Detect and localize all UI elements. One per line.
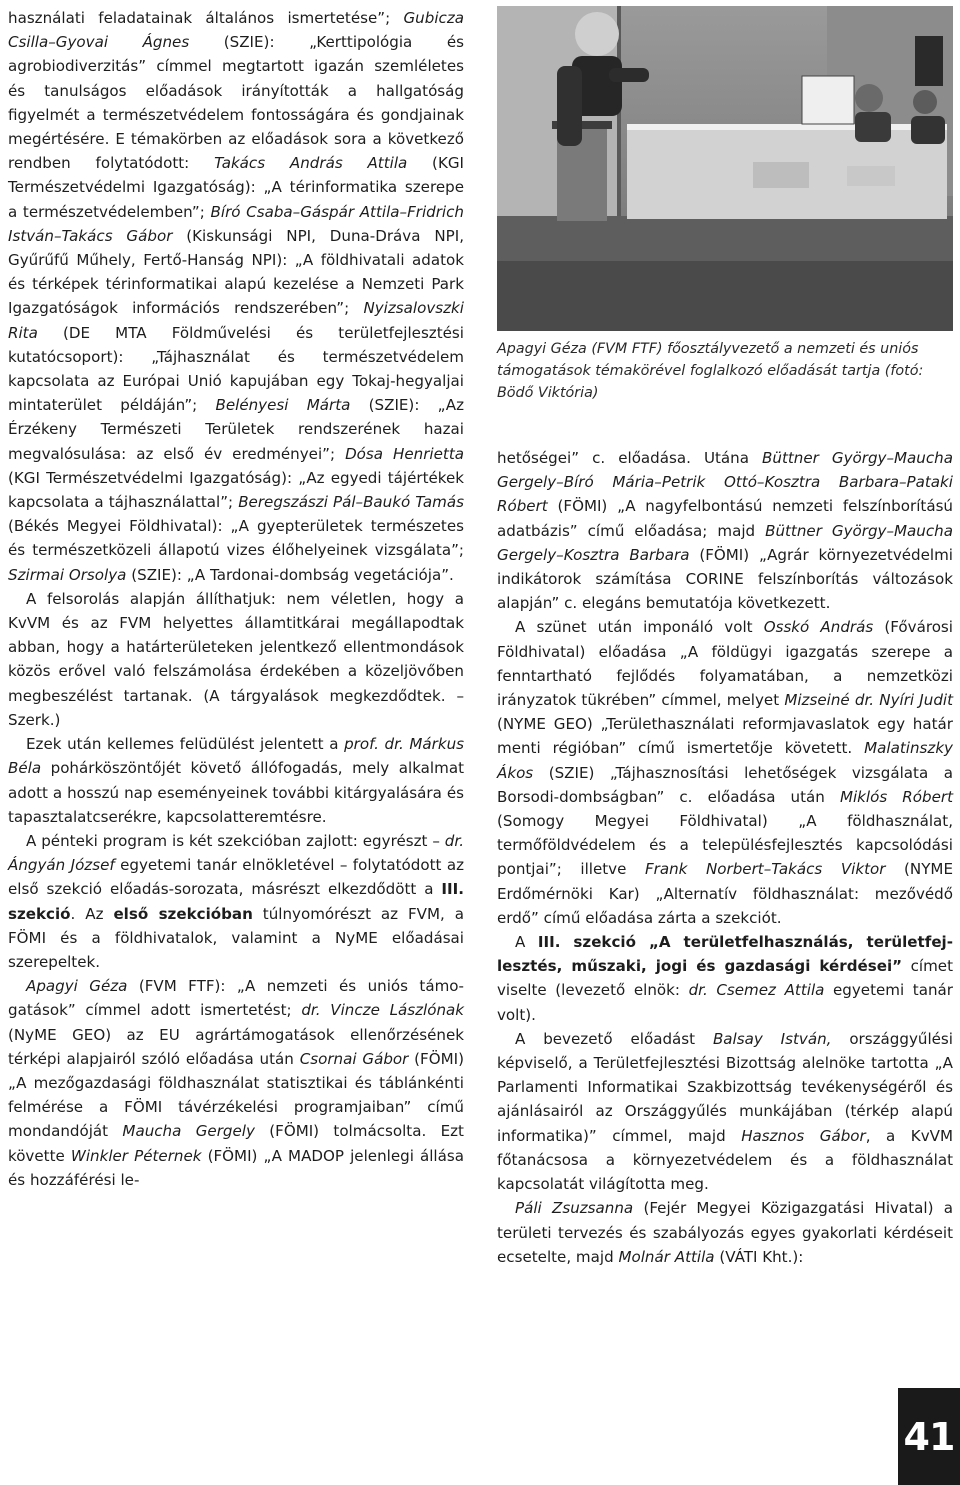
italic-run: Winkler Péternek	[70, 1146, 202, 1165]
italic-run: Páli Zsuzsanna	[515, 1199, 634, 1218]
text-run: A	[515, 933, 538, 952]
italic-run: Molnár Attila	[618, 1247, 715, 1266]
text-run: hetőségei” c. előadása. Utána	[497, 449, 763, 467]
paragraph	[8, 6, 464, 587]
text-run: (SZIE): „Kerttipológia és agrobiodiverzitás” címmel megtartott igazán szemléletes és tanulságos előadások irányították a hallgatóság figyelmét a természetvédelem fontosságára és gondjainak megértésére. E témakörben az előadások sora a következő rendben folytatódott:	[8, 33, 464, 173]
text-run: (FÖMI) „A MADOP jelenlegi állása és hozzáférési le-	[8, 1146, 464, 1189]
text-run: (Kiskunsági NPI, Duna-Dráva NPI, Gyűrűfű Műhely, Fertő-Hanság NPI): „A földhivatali adatok és térképek térinformatikai alapú kezelése a Nemzeti Park Igazgatóságok információs rendszerében”;	[8, 226, 464, 318]
text-run: (KGI Természetvédelmi Igazgatóság): „Az egyedi tájértékek kapcsolata a tájhasználattal”;	[8, 468, 464, 512]
italic-run: Malatinszky Ákos	[497, 739, 953, 782]
text-run: (FÖMI) „A nagyfelbontású nemzeti felszínborítású adatbázis” című előadása; majd	[497, 497, 953, 540]
paragraph	[497, 1196, 953, 1269]
text-run: A bevezető előadást	[515, 1029, 713, 1048]
text-run: (FVM FTF): „A nemzeti és uniós támogatások” címmel adott ismertetést;	[8, 977, 464, 1020]
text-run: országgyűlési képviselő, a Területfejlesztési Bizottság alelnöke tartotta „A Parlamenti Informatikai Szakbizottság tevékenységéről és ajánlásairól az Országgyűlés munkájában (térkép alapú informatika)” címmel, majd	[497, 1029, 953, 1145]
text-run: (DE MTA Földművelési és területfejlesztési kutatócsoport): „Tájhasználat és természetvédelem kapcsolata az Európai Unió kapujában egy Tokaj-hegyaljai mintaterület példáján”;	[8, 323, 464, 415]
text-run: (SZIE): „Az Érzékeny Természeti Területek rendszerének hazai megvalósulása: az első év eredményei”;	[8, 396, 465, 463]
text-run: (FÖMI) „A mezőgazdasági földhasználat statisztikai és táblánkénti felmérése a FÖMI távérzékelési programjaiban” című mondandóját	[8, 1049, 464, 1141]
text-run: A felsorolás alapján állíthatjuk: nem véletlen, hogy a KvVM és az FVM helyettes államtitkárai megállapodtak abban, hogy a határterületeken jelentkező ellentmondások közös erővel való felszámolása érdekében a közeljövőben megbeszélést tartanak. (A tárgyalások megkezdődtek. – Szerk.)	[8, 589, 464, 729]
text-run: pohárköszöntőjét követő állófogadás, mely alkalmat adott a hosszú nap eseményeinek további kitárgyalására és tapasztalatcserékre, kapcsolatteremtésre.	[8, 759, 464, 826]
text-run: (KGI Természetvédelmi Igazgatóság): „A térinformatika szerepe a természetvédelemben”;	[8, 154, 464, 221]
text-run: egyetemi tanár elnökletével – folytatódott az első szekció előadás-sorozata, másrészt elkezdődött a	[8, 856, 464, 899]
text-run: . Az	[70, 904, 114, 923]
italic-run: Büttner György–Maucha Gergely–Bíró Mária–Petrik Ottó–Kosztra Barbara–Pataki Róbert	[497, 449, 953, 516]
text-run: (Somogy Megyei Földhivatal) „A földhasználat, termőföldvédelem és a településfejlesztés kapcsolódási pontjai”; illetve	[497, 812, 953, 879]
italic-run: Mizseiné dr. Nyíri Judit	[784, 691, 954, 710]
italic-run: Frank Norbert–Takács Viktor	[644, 860, 886, 879]
italic-run: Apagyi Géza	[26, 977, 128, 996]
bold-run: III. szekció	[8, 880, 464, 923]
text-run: (Békés Megyei Földhivatal): „A gyepterületek természetes és természetközeli állapotú vizes élőhelyeinek vizsgálata”;	[8, 517, 464, 560]
italic-run: dr. Vincze Lászlónak	[301, 1001, 464, 1020]
italic-run: Bíró Csaba–Gáspár Attila–Fridrich István–Takács Gábor	[8, 202, 464, 245]
paragraph	[8, 974, 464, 1192]
italic-run: Büttner György–Maucha Gergely–Kosztra Barbara	[497, 521, 953, 564]
italic-run: Csornai Gábor	[299, 1049, 409, 1068]
paragraph	[8, 829, 464, 974]
text-run: (NyME GEO) az EU agrártámogatások ellenőrzésének térképi alapjairól szóló előadása után	[8, 1025, 464, 1068]
italic-run: Nyizsalovszki Rita	[8, 299, 464, 342]
lecture-photo-image	[497, 6, 953, 331]
text-run: (FÖMI) tolmácsolta. Ezt követte	[8, 1122, 464, 1165]
text-run: A szünet után imponáló volt	[515, 618, 764, 637]
paragraph	[8, 587, 464, 732]
italic-run: Beregszászi Pál–Baukó Tamás	[238, 493, 464, 512]
italic-run: Osskó András	[763, 618, 874, 637]
photo-caption: Apagyi Géza (FVM FTF) főosztályvezető a nemzeti és uniós támogatások témakörével foglalkozó előadását tartja (fotó: Bödő Viktória)	[497, 341, 924, 401]
italic-run: Hasznos Gábor	[741, 1126, 866, 1145]
italic-run: Szirmai Orsolya	[8, 565, 127, 584]
text-run: (NYME GEO) „Területhasználati reformjavaslatok egy határ menti régióban” című ismertetője követett.	[497, 715, 953, 758]
paragraph	[497, 930, 953, 1027]
text-run: használati feladatainak általános ismertetése”;	[8, 9, 404, 27]
paragraph	[8, 732, 464, 829]
text-run: (SZIE) „Tájhasznosítási lehetőségek vizsgálata a Borsodi-dombságban” c. előadása után	[497, 763, 953, 806]
left-column	[8, 6, 464, 1192]
italic-run: Maucha Gergely	[122, 1122, 255, 1141]
text-run: Ezek után kellemes felüdülést jelentett a	[26, 735, 345, 754]
italic-run: Dósa Henrietta	[345, 444, 464, 463]
text-run: , a KvVM főtanácsosa a környezetvédelem és a földhasználat kapcsolatát világította meg.	[497, 1126, 953, 1194]
lecture-photo	[497, 6, 953, 331]
text-run: (FÖMI) „Agrár környezetvédelmi indikátorok számítása CORINE felszínborítás változások alapján” c. elegáns bemutatója következett.	[497, 545, 954, 613]
text-run: (Fejér Megyei Közigazgatási Hivatal) a területi tervezés és szabályozás egyes gyakorlati kérdéseit ecsetelte, majd	[497, 1199, 953, 1266]
text-run: (VÁTI Kht.):	[714, 1247, 804, 1266]
text-run: túlnyomórészt az FVM, a FÖMI és a földhivatalok, valamint a NyME előadásai szerepeltek.	[8, 904, 464, 971]
italic-run: prof. dr. Márkus Béla	[8, 735, 464, 778]
paragraph	[497, 615, 953, 930]
italic-run: Belényesi Márta	[215, 396, 351, 415]
italic-run: dr. Csemez Attila	[688, 981, 825, 1000]
text-run: (SZIE): „A Tardonai-dombság vegetációja”.	[126, 565, 454, 584]
bold-run: első szekcióban	[113, 904, 253, 923]
text-run: címet viselte (levezető elnök:	[497, 957, 953, 1000]
italic-run: Gubicza Csilla–Gyovai Ágnes	[8, 9, 464, 52]
italic-run: Takács András Attila	[214, 154, 408, 173]
text-run: egyetemi tanár volt).	[497, 981, 953, 1024]
italic-run: Miklós Róbert	[839, 787, 954, 806]
italic-run: Balsay István,	[712, 1029, 832, 1048]
right-column-text	[497, 446, 953, 1269]
text-run: A pénteki program is két szekcióban zajlott: egyrészt –	[26, 831, 445, 850]
bold-run: III. szekció „A területfelhasználás, területfejlesztés, műszaki, jogi és gazdasági kérdései”	[497, 933, 953, 976]
paragraph	[497, 446, 953, 615]
italic-run: dr. Ángyán József	[8, 831, 464, 875]
text-run: (Fővárosi Földhivatal) előadása „A földügyi igazgatás szerepe a fenntartható fejlődés folyamatában, a nemzetközi irányzatok tükrében” címmel, melyet	[497, 618, 953, 710]
page-number: 41	[898, 1388, 960, 1485]
paragraph	[497, 1027, 953, 1196]
text-run: (NYME Erdőmérnöki Kar) „Alternatív földhasználat: mezővédő erdő” című előadása zárta a szekciót.	[497, 860, 953, 927]
